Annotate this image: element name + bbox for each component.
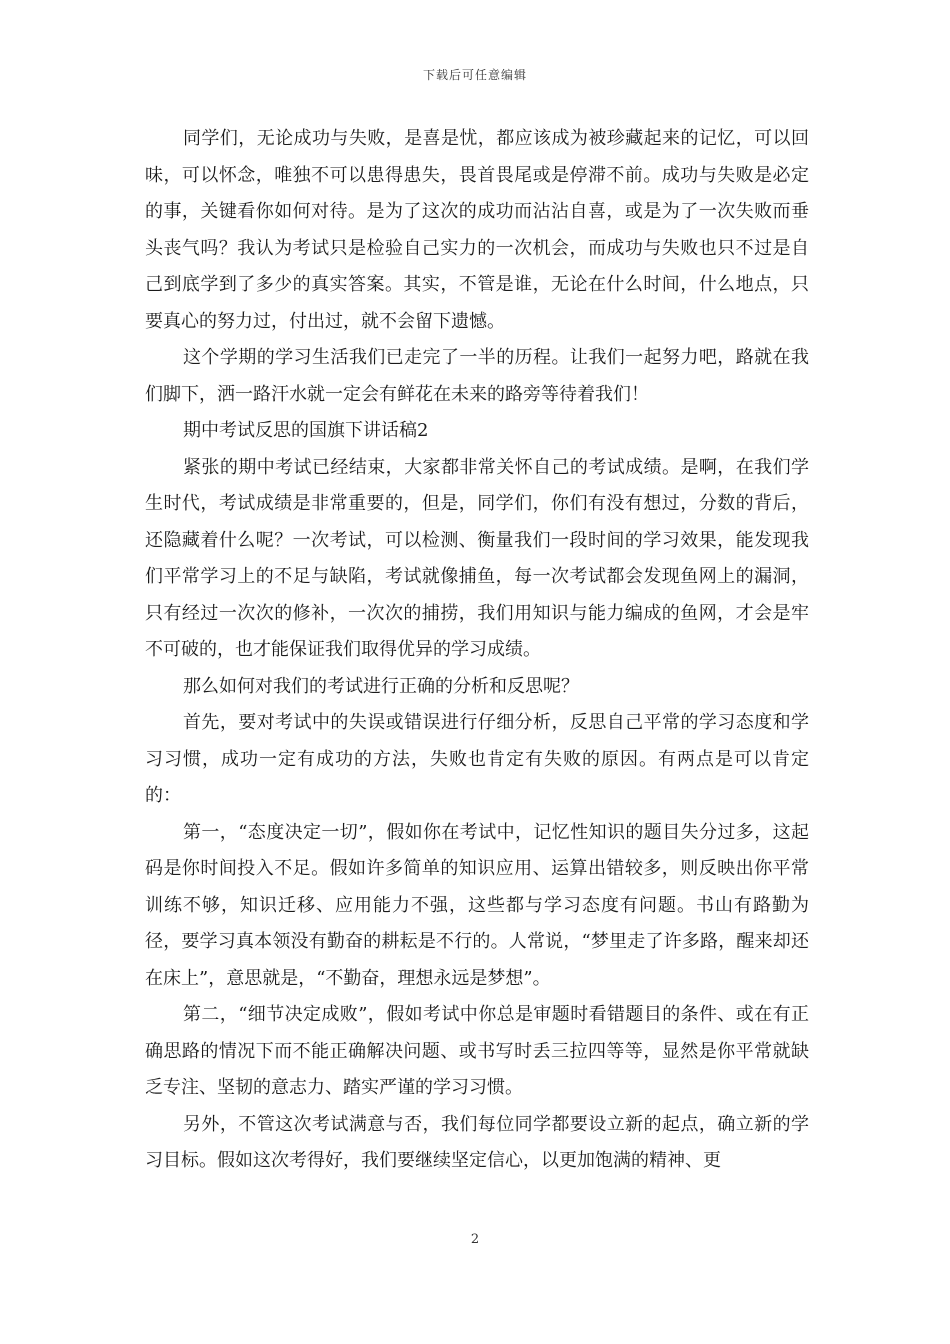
paragraph-2: 这个学期的学习生活我们已走完了一半的历程。让我们一起努力吧，路就在我们脚下，洒一路汗水就一定会有鲜花在未来的路旁等待着我们！ (145, 347, 809, 405)
paragraph-3: 紧张的期中考试已经结束，大家都非常关怀自己的考试成绩。是啊，在我们学生时代，考试成绩是非常重要的，但是，同学们，你们有没有想过，分数的背后，还隐藏着什么呢？一次考试，可以检测、衡量我们一段时间的学习效果，能发现我们平常学习上的不足与缺陷，考试就像捕鱼，每一次考试都会发现鱼网上的漏洞，只有经过一次次的修补，一次次的捕捞，我们用知识与能力编成的鱼网，才会是牢不可破的，也才能保证我们取得优异的学习成绩。 (145, 456, 809, 660)
paragraph-6: 第一，“态度决定一切”，假如你在考试中，记忆性知识的题目失分过多，这起码是你时间投入不足。假如许多简单的知识应用、运算出错较多，则反映出你平常训练不够，知识迁移、应用能力不强，这些都与学习态度有问题。书山有路勤为径，要学习真本领没有勤奋的耕耘是不行的。人常说，“梦里走了许多路，醒来却还在床上”，意思就是，“不勤奋，理想永远是梦想”。 (145, 821, 809, 989)
document-body (145, 121, 809, 1180)
paragraph-1: 同学们，无论成功与失败，是喜是忧，都应该成为被珍藏起来的记忆，可以回味，可以怀念，唯独不可以患得患失，畏首畏尾或是停滞不前。成功与失败是必定的事，关键看你如何对待。是为了这次的成功而沾沾自喜，或是为了一次失败而垂头丧气吗？我认为考试只是检验自己实力的一次机会，而成功与失败也只不过是自己到底学到了多少的真实答案。其实，不管是谁，无论在什么时间，什么地点，只要真心的努力过，付出过，就不会留下遗憾。 (145, 128, 809, 332)
section-title: 期中考试反思的国旗下讲话稿2 (183, 420, 429, 441)
page-header: 下载后可任意编辑 (422, 68, 527, 82)
paragraph-5: 首先，要对考试中的失误或错误进行仔细分析，反思自己平常的学习态度和学习习惯，成功一定有成功的方法，失败也肯定有失败的原因。有两点是可以肯定的： (145, 712, 809, 806)
paragraph-4: 那么如何对我们的考试进行正确的分析和反思呢？ (183, 675, 579, 697)
paragraph-7: 第二，“细节决定成败”，假如考试中你总是审题时看错题目的条件、或在有正确思路的情况下而不能正确解决问题、或书写时丢三拉四等等，显然是你平常就缺乏专注、坚韧的意志力、踏实严谨的学习习惯。 (145, 1004, 809, 1098)
page-number: 2 (470, 1232, 480, 1247)
paragraph-8: 另外，不管这次考试满意与否，我们每位同学都要设立新的起点，确立新的学习目标。假如这次考得好，我们要继续坚定信心，以更加饱满的精神、更 (145, 1113, 809, 1171)
